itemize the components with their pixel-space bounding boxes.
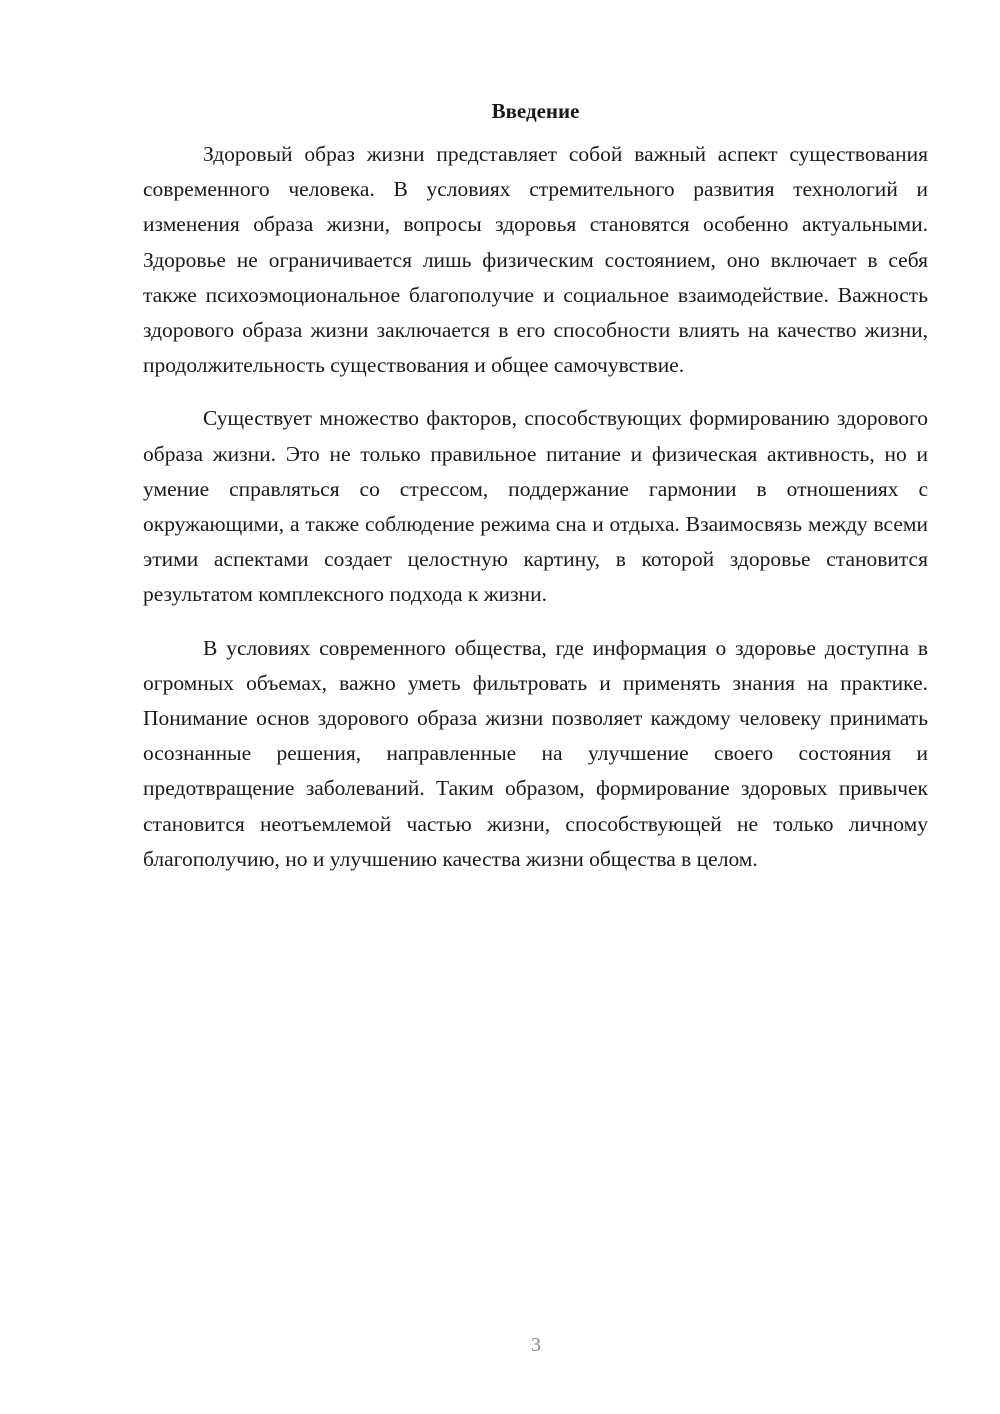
- section-heading: Введение: [491, 99, 580, 123]
- paragraph-2: Существует множество факторов, способствующих формированию здорового образа жизни. Это не только правильное питание и физическая активность, но и умение справляться со стрессом, поддержание гармонии в отношениях с окружающими, а также соблюдение режима сна и отдыха. Взаимосвязь между всеми этими аспектами создает целостную картину, в которой здоровье становится результатом комплексного подхода к жизни.: [143, 406, 928, 607]
- page-content: [143, 96, 928, 895]
- paragraph-3: В условиях современного общества, где информация о здоровье доступна в огромных объемах, важно уметь фильтровать и применять знания на практике. Понимание основ здорового образа жизни позволяет каждому человеку принимать осознанные решения, направленные на улучшение своего состояния и предотвращение заболеваний. Таким образом, формирование здоровых привычек становится неотъемлемой частью жизни, способствующей не только личному благополучию, но и улучшению качества жизни общества в целом.: [143, 635, 928, 871]
- page-number: 3: [531, 1334, 541, 1356]
- paragraph-1: Здоровый образ жизни представляет собой важный аспект существования современного человека. В условиях стремительного развития технологий и изменения образа жизни, вопросы здоровья становятся особенно актуальными. Здоровье не ограничивается лишь физическим состоянием, оно включает в себя также психоэмоциональное благополучие и социальное взаимодействие. Важность здорового образа жизни заключается в его способности влиять на качество жизни, продолжительность существования и общее самочувствие.: [143, 142, 928, 378]
